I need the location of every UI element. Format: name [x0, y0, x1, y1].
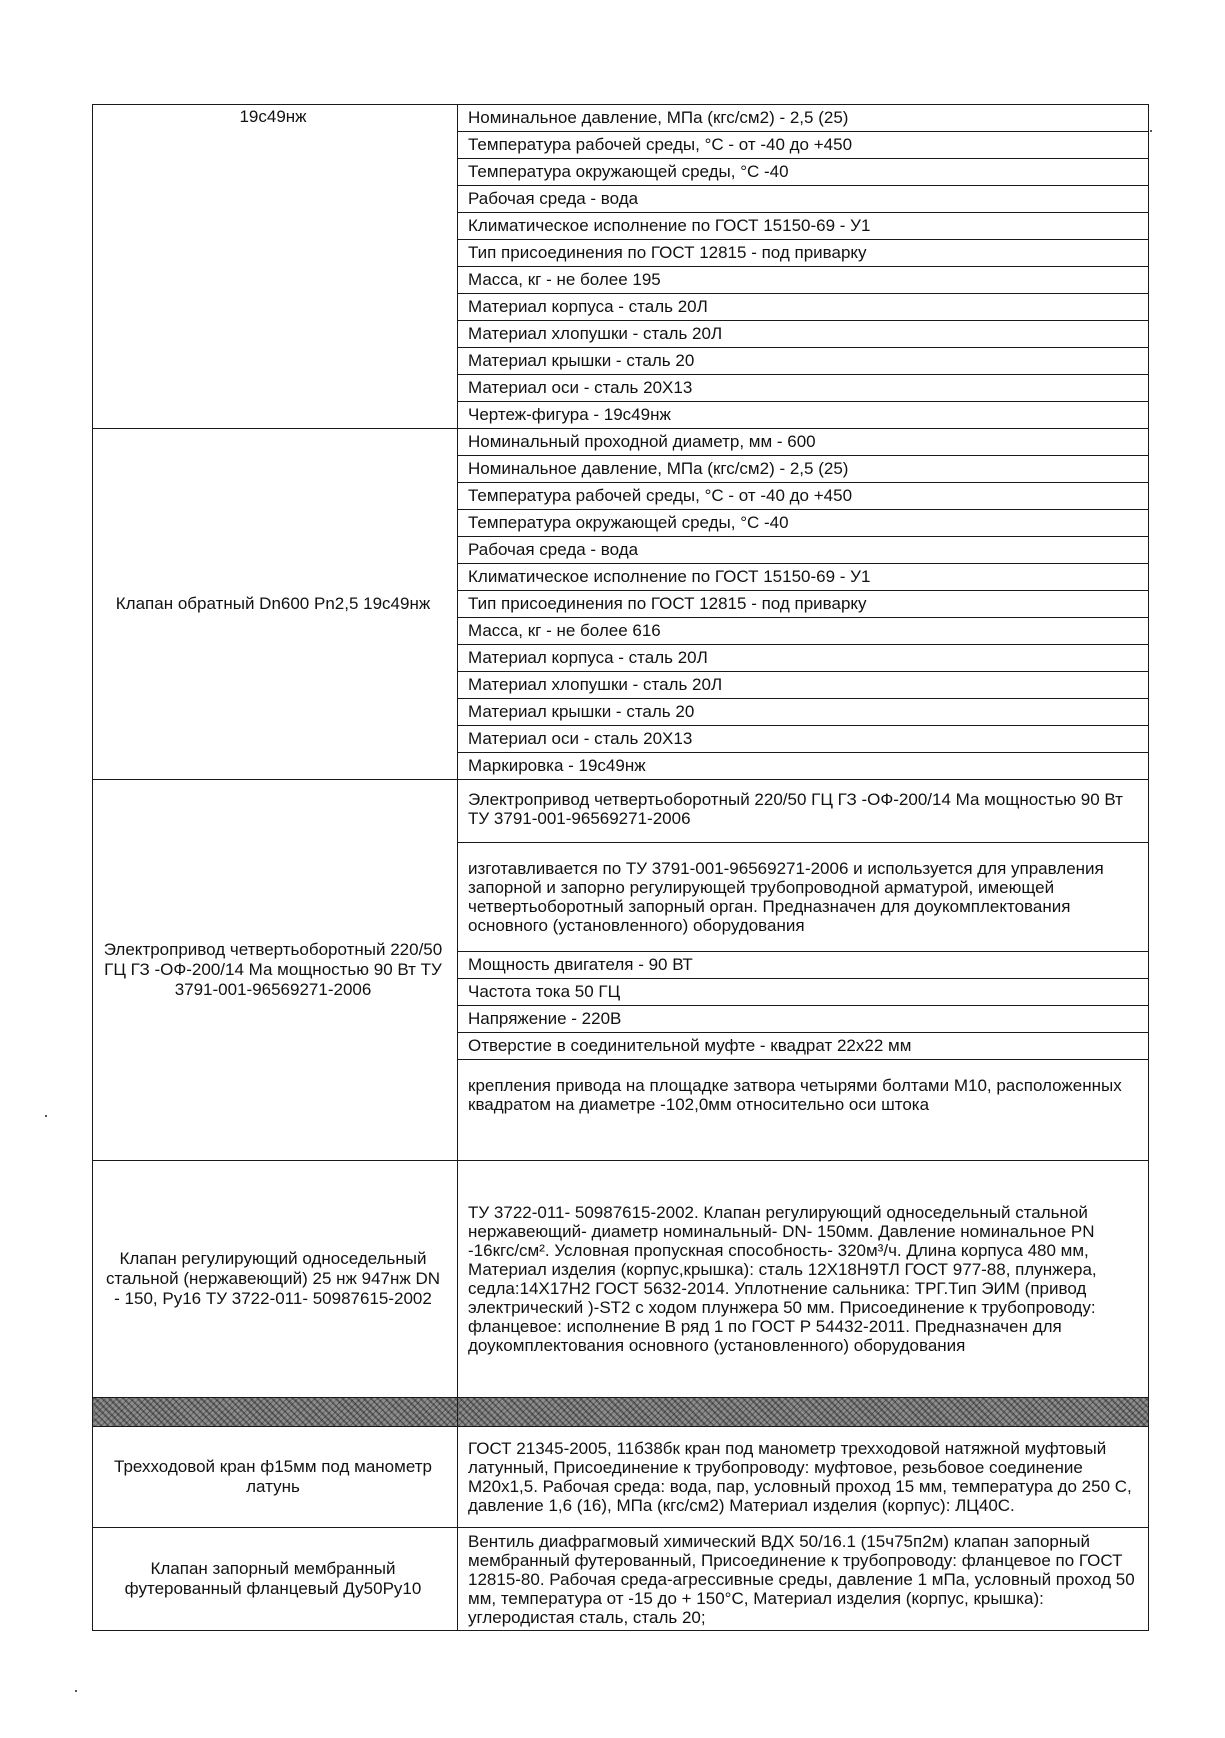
description-cell: ТУ 3722-011- 50987615-2002. Клапан регулирующий односедельный стальной нержавеющий- диаметр номинальный- DN- 150мм. Давление номинальное PN -16кгс/см². Условная пропускная способность- 320м³/ч. Длина корпуса 480 мм, Материал изделия (корпус,крышка): сталь 12Х18Н9ТЛ ГОСТ 977-88, плунжера, седла:14Х17Н2 ГОСТ 5632-2014. Уплотнение сальника: ТРГ.Тип ЭИМ (привод электрический )-ST2 с ходом плунжера 50 мм. Присоединение к трубопроводу: фланцевое: исполнение В ряд 1 по ГОСТ Р 54432-2011. Предназначен для доукомплектования основного (установленного) оборудования	[458, 1161, 1149, 1398]
property-cell: Мощность двигателя - 90 ВТ	[458, 952, 1149, 979]
property-cell: Частота тока 50 ГЦ	[458, 979, 1149, 1006]
table-row	[93, 1161, 1149, 1398]
shaded-separator-row	[93, 1398, 1149, 1427]
property-cell: Температура рабочей среды, °С - от -40 до +450	[458, 132, 1149, 159]
item-name-cell: 19с49нж	[93, 105, 458, 429]
item-name-cell: Электропривод четвертьоборотный 220/50 ГЦ ГЗ -ОФ-200/14 Ма мощностью 90 Вт ТУ 3791-001-96569271-2006	[93, 780, 458, 1161]
scan-speck	[75, 1690, 77, 1692]
property-cell: Температура рабочей среды, °С - от -40 до +450	[458, 483, 1149, 510]
property-cell: Материал хлопушки - сталь 20Л	[458, 672, 1149, 699]
property-cell: изготавливается по ТУ 3791-001-96569271-2006 и используется для управления запорной и запорно регулирующей трубопроводной арматурой, имеющей четвертьоборотный запорный орган. Предназначен для доукомплектования основного (установленного) оборудования	[458, 843, 1149, 952]
property-cell: Номинальное давление, МПа (кгс/см2) - 2,5 (25)	[458, 456, 1149, 483]
shaded-cell	[93, 1398, 458, 1427]
property-cell: Материал корпуса - сталь 20Л	[458, 294, 1149, 321]
property-cell: Масса, кг - не более 195	[458, 267, 1149, 294]
property-cell: Рабочая среда - вода	[458, 537, 1149, 564]
property-cell: Отверстие в соединительной муфте - квадрат 22х22 мм	[458, 1033, 1149, 1060]
item-name-cell: Клапан регулирующий односедельный стальной (нержавеющий) 25 нж 947нж DN - 150, Ру16 ТУ 3722-011- 50987615-2002	[93, 1161, 458, 1398]
table-row	[93, 780, 1149, 843]
scan-speck	[1150, 130, 1152, 132]
property-cell: Климатическое исполнение по ГОСТ 15150-69 - У1	[458, 564, 1149, 591]
property-cell: Температура окружающей среды, °С -40	[458, 159, 1149, 186]
property-cell: Тип присоединения по ГОСТ 12815 - под приварку	[458, 240, 1149, 267]
property-cell: Маркировка - 19с49нж	[458, 753, 1149, 780]
property-cell: крепления привода на площадке затвора четырями болтами М10, расположенных квадратом на диаметре -102,0мм относительно оси штока	[458, 1060, 1149, 1161]
property-cell: Материал хлопушки - сталь 20Л	[458, 321, 1149, 348]
property-cell: Климатическое исполнение по ГОСТ 15150-69 - У1	[458, 213, 1149, 240]
property-cell: Материал крышки - сталь 20	[458, 699, 1149, 726]
table-row	[93, 1427, 1149, 1528]
property-cell: Материал оси - сталь 20Х13	[458, 375, 1149, 402]
description-cell: Вентиль диафрагмовый химический ВДХ 50/16.1 (15ч75п2м) клапан запорный мембранный футерованный, Присоединение к трубопроводу: фланцевое по ГОСТ 12815-80. Рабочая среда-агрессивные среды, давление 1 мПа, условный проход 50 мм, температура от -15 до + 150°С, Материал изделия (корпус, крышка): углеродистая сталь, сталь 20;	[458, 1528, 1149, 1631]
item-name-cell: Трехходовой кран ф15мм под манометр латунь	[93, 1427, 458, 1528]
property-cell: Номинальный проходной диаметр, мм - 600	[458, 429, 1149, 456]
property-cell: Материал крышки - сталь 20	[458, 348, 1149, 375]
description-cell: ГОСТ 21345-2005, 11б38бк кран под манометр трехходовой натяжной муфтовый латунный, Присоединение к трубопроводу: муфтовое, резьбовое соединение М20х1,5. Рабочая среда: вода, пар, условный проход 15 мм, температура до 250 С, давление 1,6 (16), МПа (кгс/см2) Материал изделия (корпус): ЛЦ40С.	[458, 1427, 1149, 1528]
item-name-cell: Клапан запорный мембранный футерованный фланцевый Ду50Ру10	[93, 1528, 458, 1631]
property-cell: Электропривод четвертьоборотный 220/50 ГЦ ГЗ -ОФ-200/14 Ма мощностью 90 Вт ТУ 3791-001-96569271-2006	[458, 780, 1149, 843]
shaded-cell	[458, 1398, 1149, 1427]
property-cell: Масса, кг - не более 616	[458, 618, 1149, 645]
property-cell: Напряжение - 220В	[458, 1006, 1149, 1033]
table-row	[93, 429, 1149, 456]
specification-table	[92, 104, 1149, 1631]
property-cell: Чертеж-фигура - 19с49нж	[458, 402, 1149, 429]
property-cell: Температура окружающей среды, °С -40	[458, 510, 1149, 537]
scan-speck	[45, 1115, 47, 1117]
property-cell: Номинальное давление, МПа (кгс/см2) - 2,5 (25)	[458, 105, 1149, 132]
table-row	[93, 1528, 1149, 1631]
property-cell: Материал корпуса - сталь 20Л	[458, 645, 1149, 672]
property-cell: Тип присоединения по ГОСТ 12815 - под приварку	[458, 591, 1149, 618]
property-cell: Рабочая среда - вода	[458, 186, 1149, 213]
property-cell: Материал оси - сталь 20Х13	[458, 726, 1149, 753]
table-row	[93, 105, 1149, 132]
item-name-cell: Клапан обратный Dn600 Pn2,5 19с49нж	[93, 429, 458, 780]
